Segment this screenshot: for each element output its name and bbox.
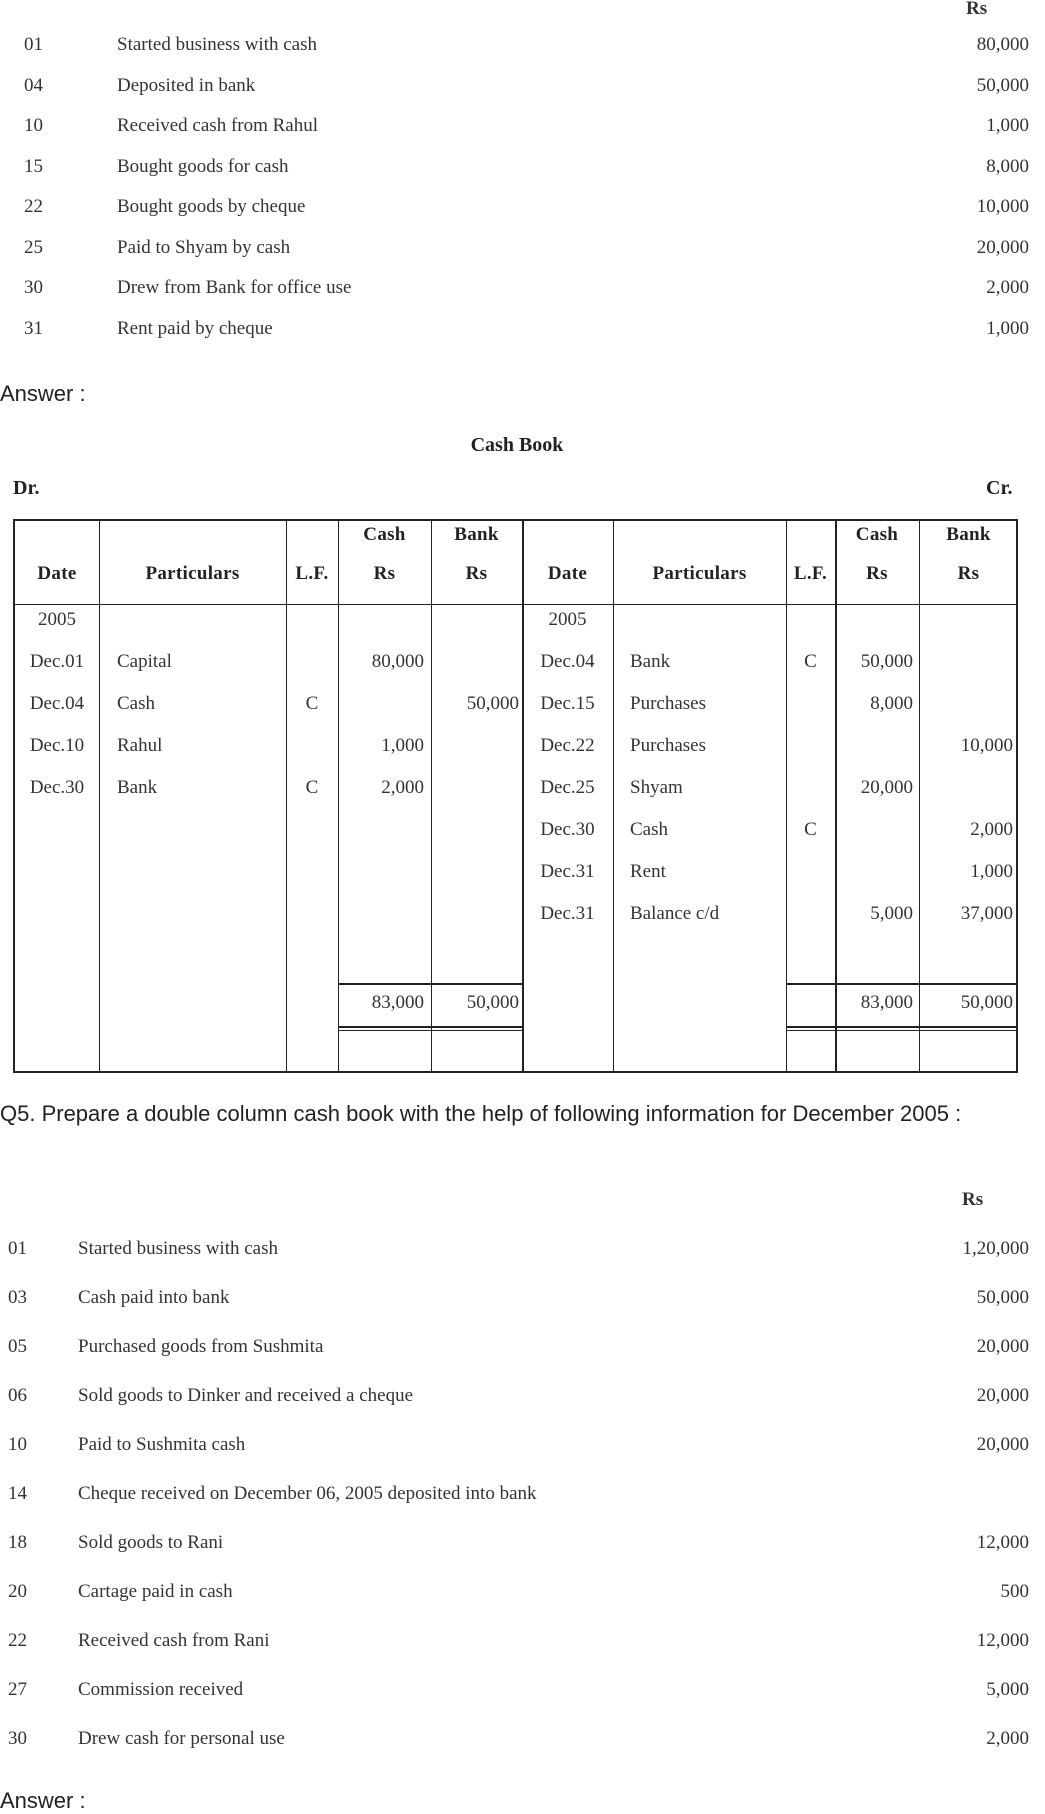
list-item [0,196,1045,224]
tx-amount: 50,000 [976,75,1029,96]
credit-year: 2005 [548,609,587,630]
header-divider [15,604,1016,605]
credit-particulars: Bank [630,651,671,672]
tx-description: Cartage paid in cash [78,1581,233,1602]
tx-day: 20 [8,1581,27,1602]
tx-amount: 12,000 [976,1532,1029,1553]
tx-description: Commission received [78,1679,244,1700]
tx-amount: 2,000 [986,1728,1029,1749]
credit-particulars: Shyam [630,777,683,798]
credit-particulars: Purchases [630,693,706,714]
tx-day: 05 [8,1336,27,1357]
tx-amount: 12,000 [976,1630,1029,1651]
credit-cash: 50,000 [860,651,913,672]
header-particulars: Particulars [652,563,747,584]
list-item [0,237,1045,265]
list-item [0,1238,1045,1266]
credit-particulars: Cash [630,819,668,840]
credit-date: Dec.25 [540,777,595,798]
header-bank-rs: Rs [465,563,488,584]
debit-particulars: Bank [117,777,158,798]
tx-amount: 50,000 [976,1287,1029,1308]
credit-bank [919,775,1013,801]
debit-lf [286,733,338,759]
list-item [0,1287,1045,1315]
tx-amount: 80,000 [976,34,1029,55]
credit-particulars: Rent [630,861,666,882]
q5-currency-header: Rs [962,1189,984,1210]
list-item [0,1434,1045,1462]
header-lf: L.F. [295,563,329,584]
question-q5: Q5. Prepare a double column cash book with the help of following information for December 2005 : [0,1101,962,1126]
credit-lf: C [804,651,817,672]
tx-description: Drew cash for personal use [78,1728,285,1749]
answer-label: Answer : [0,381,86,406]
total-top-line [786,983,1016,985]
header-cash-rs: Rs [373,563,396,584]
debit-date: Dec.04 [29,693,85,714]
tx-description: Deposited in bank [117,75,256,96]
header-bank-rs: Rs [957,563,980,584]
credit-bank: 37,000 [960,903,1013,924]
debit-date: Dec.01 [29,651,85,672]
q5-answer-label: Answer : [0,1788,86,1813]
credit-label: Cr. [986,477,1013,499]
tx-description: Bought goods for cash [117,156,289,177]
debit-particulars: Capital [117,651,172,672]
list-item [0,115,1045,143]
tx-day: 10 [8,1434,27,1455]
total-double-line [786,1030,1016,1031]
debit-bank [431,775,519,801]
q4-currency-header: Rs [966,0,988,19]
debit-cash: 1,000 [381,735,424,756]
tx-description: Sold goods to Dinker and received a cheque [78,1385,414,1406]
debit-cash: 2,000 [381,777,424,798]
tx-description: Drew from Bank for office use [117,277,352,298]
list-item [0,277,1045,305]
tx-day: 04 [24,75,43,96]
credit-lf: C [804,819,817,840]
tx-day: 01 [24,34,43,55]
list-item [0,34,1045,62]
header-bank: Bank [454,524,499,545]
tx-amount: 20,000 [976,1385,1029,1406]
tx-description: Cash paid into bank [78,1287,230,1308]
total-double-line [338,1026,522,1028]
credit-bank: 1,000 [970,861,1013,882]
header-cash: Cash [363,524,406,545]
debit-cash: 80,000 [371,651,424,672]
header-particulars: Particulars [145,563,240,584]
debit-cash [338,691,424,717]
debit-year: 2005 [38,609,76,630]
debit-lf: C [305,777,319,798]
credit-cash: 20,000 [860,777,913,798]
credit-lf [786,859,835,885]
header-cash: Cash [855,524,899,545]
debit-particulars: Rahul [117,735,163,756]
credit-cash [835,859,913,885]
credit-cash: 5,000 [870,903,913,924]
cash-book-title: Cash Book [470,434,564,456]
total-top-line [338,983,522,985]
credit-particulars: Purchases [630,735,706,756]
credit-date: Dec.22 [540,735,595,756]
tx-description: Started business with cash [117,34,318,55]
credit-bank: 10,000 [960,735,1013,756]
tx-day: 15 [24,156,43,177]
credit-bank [919,691,1013,717]
list-item [0,1336,1045,1364]
credit-date: Dec.04 [540,651,595,672]
list-item [0,1483,1045,1511]
tx-amount: 2,000 [986,277,1029,298]
credit-lf [786,733,835,759]
tx-day: 03 [8,1287,27,1308]
header-date: Date [547,563,588,584]
tx-description: Sold goods to Rani [78,1532,224,1553]
header-cash-rs: Rs [866,563,888,584]
list-item [0,1532,1045,1560]
tx-description: Purchased goods from Sushmita [78,1336,324,1357]
credit-bank: 2,000 [970,819,1013,840]
credit-date: Dec.30 [540,819,595,840]
credit-date: Dec.31 [540,903,595,924]
credit-cash [835,817,913,843]
list-item [0,1630,1045,1658]
debit-bank [431,733,519,759]
tx-day: 01 [8,1238,27,1259]
credit-lf [786,775,835,801]
tx-day: 22 [24,196,43,217]
list-item [0,1728,1045,1756]
tx-description: Cheque received on December 06, 2005 deposited into bank [78,1483,537,1504]
tx-description: Received cash from Rani [78,1630,270,1651]
debit-bank: 50,000 [466,693,519,714]
tx-day: 30 [24,277,43,298]
tx-day: 30 [8,1728,27,1749]
credit-lf [786,901,835,927]
tx-description: Paid to Sushmita cash [78,1434,246,1455]
tx-day: 31 [24,318,43,339]
debit-label: Dr. [13,477,40,499]
tx-amount: 1,000 [986,115,1029,136]
debit-total-bank: 50,000 [466,992,519,1013]
tx-day: 18 [8,1532,27,1553]
list-item [0,1679,1045,1707]
tx-day: 06 [8,1385,27,1406]
credit-lf [786,691,835,717]
credit-date: Dec.15 [540,693,595,714]
list-item [0,318,1045,346]
tx-day: 14 [8,1483,27,1504]
credit-bank [919,649,1013,675]
tx-day: 10 [24,115,43,136]
credit-particulars: Balance c/d [630,903,720,924]
credit-cash: 8,000 [870,693,913,714]
debit-lf [286,649,338,675]
debit-total-cash: 83,000 [371,992,424,1013]
debit-date: Dec.30 [29,777,85,798]
list-item [0,1385,1045,1413]
debit-date: Dec.10 [29,735,85,756]
tx-amount: 20,000 [976,237,1029,258]
tx-day: 27 [8,1679,27,1700]
tx-amount: 8,000 [986,156,1029,177]
tx-day: 25 [24,237,43,258]
header-bank: Bank [946,524,991,545]
tx-description: Paid to Shyam by cash [117,237,291,258]
tx-amount: 10,000 [976,196,1029,217]
credit-cash [835,733,913,759]
tx-description: Started business with cash [78,1238,279,1259]
credit-total-cash: 83,000 [860,992,913,1013]
tx-description: Rent paid by cheque [117,318,273,339]
tx-amount: 1,20,000 [962,1238,1029,1259]
list-item [0,75,1045,103]
list-item [0,1581,1045,1609]
list-item [0,156,1045,184]
tx-amount: 20,000 [976,1336,1029,1357]
tx-amount: 1,000 [986,318,1029,339]
header-date: Date [37,563,77,584]
debit-particulars: Cash [117,693,155,714]
debit-lf: C [305,693,319,714]
total-double-line [786,1026,1016,1028]
credit-date: Dec.31 [540,861,595,882]
credit-total-bank: 50,000 [960,992,1013,1013]
tx-amount: 20,000 [976,1434,1029,1455]
tx-amount: 5,000 [986,1679,1029,1700]
tx-description: Bought goods by cheque [117,196,306,217]
tx-day: 22 [8,1630,27,1651]
tx-description: Received cash from Rahul [117,115,319,136]
total-double-line [338,1030,522,1031]
header-lf: L.F. [793,563,828,584]
cash-book-table [13,519,1018,1073]
tx-amount: 500 [1000,1581,1029,1602]
debit-bank [431,649,519,675]
